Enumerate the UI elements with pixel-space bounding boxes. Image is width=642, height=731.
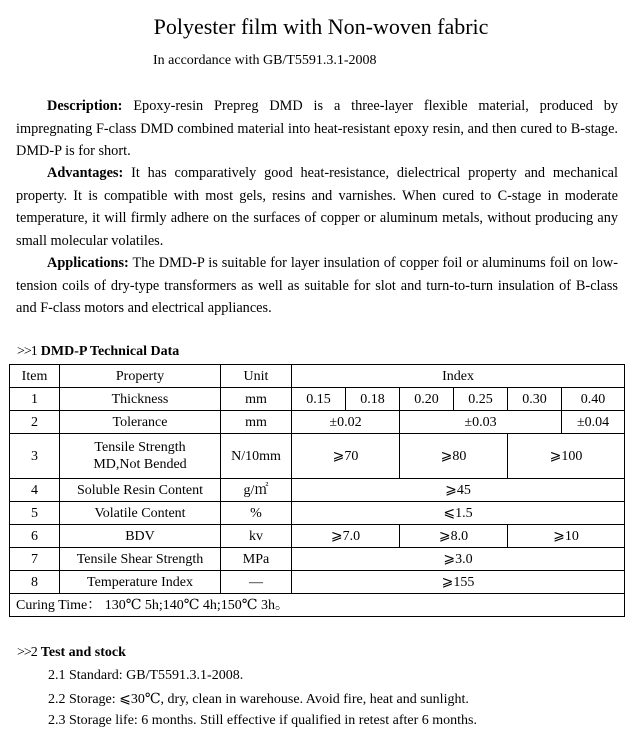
table-row (10, 525, 625, 548)
row6-value-2: ⩾8.0 (400, 525, 508, 548)
header-index: Index (292, 365, 625, 388)
curing-time-row (10, 594, 625, 617)
row1-value-5: 0.30 (508, 388, 562, 411)
row1-property: Thickness (60, 388, 221, 411)
curing-time: Curing Time： 130℃ 5h;140℃ 4h;150℃ 3h。 (10, 594, 625, 617)
applications-text: The DMD-P is suitable for layer insulation of copper foil or aluminums foil on low-tension coils of dry-type transformers as well as suitable for slot and turn-to-turn insulation of B-class and F-class motors and electrical appliances. (16, 255, 618, 316)
table-header-row (10, 365, 625, 388)
row2-value-2: ±0.03 (400, 411, 562, 434)
row3-property-line1: Tensile Strength (94, 440, 186, 455)
table-row (10, 388, 625, 411)
row5-unit: % (221, 502, 292, 525)
row2-property: Tolerance (60, 411, 221, 434)
description-label: Description: (47, 98, 123, 114)
row5-value: ⩽1.5 (292, 502, 625, 525)
section2-heading (17, 645, 126, 661)
row3-property-line2: MD,Not Bended (93, 457, 187, 472)
header-property: Property (60, 365, 221, 388)
row2-item: 2 (10, 411, 60, 434)
row8-property: Temperature Index (60, 571, 221, 594)
advantages-paragraph (16, 162, 618, 252)
row7-value: ⩾3.0 (292, 548, 625, 571)
row5-item: 5 (10, 502, 60, 525)
table-row (10, 502, 625, 525)
description-text: Epoxy-resin Prepreg DMD is a three-layer flexible material, produced by impregnating F-class DMD combined material into heat-resistant epoxy resin, and then cured to B-stage. DMD-P is for short. (16, 98, 618, 159)
row2-value-3: ±0.04 (562, 411, 625, 434)
row3-unit: N/10mm (221, 434, 292, 479)
row2-value-1: ±0.02 (292, 411, 400, 434)
row1-value-2: 0.18 (346, 388, 400, 411)
advantages-label: Advantages: (47, 165, 124, 181)
row5-property: Volatile Content (60, 502, 221, 525)
row4-item: 4 (10, 479, 60, 502)
row7-item: 7 (10, 548, 60, 571)
header-unit: Unit (221, 365, 292, 388)
table-row (10, 571, 625, 594)
row4-unit: g/㎡ (221, 479, 292, 502)
row3-property (60, 434, 221, 479)
row6-item: 6 (10, 525, 60, 548)
row3-value-1: ⩾70 (292, 434, 400, 479)
row6-value-3: ⩾10 (508, 525, 625, 548)
table-row (10, 434, 625, 479)
row1-value-6: 0.40 (562, 388, 625, 411)
standard-line: 2.1 Standard: GB/T5591.3.1-2008. (48, 668, 244, 683)
section1-title: DMD-P Technical Data (40, 344, 180, 359)
table-row (10, 411, 625, 434)
row6-unit: kv (221, 525, 292, 548)
advantages-text: It has comparatively good heat-resistance, dielectrical property and mechanical property. It is compatible with most gels, resins and varnishes. When cured to C-stage in moderate temperature, it will firmly adhere on the surfaces of copper or aluminum metals, without producing any small molecular volatiles. (16, 165, 618, 249)
section1-heading (17, 344, 179, 360)
row1-unit: mm (221, 388, 292, 411)
table-row (10, 479, 625, 502)
row1-value-1: 0.15 (292, 388, 346, 411)
row4-property: Soluble Resin Content (60, 479, 221, 502)
document-title: Polyester film with Non-woven fabric (153, 14, 489, 39)
applications-paragraph (16, 252, 618, 320)
section2-arrows: >>2 (17, 645, 37, 660)
row8-item: 8 (10, 571, 60, 594)
description-paragraph (16, 95, 618, 163)
storage-life-line: 2.3 Storage life: 6 months. Still effective if qualified in retest after 6 months. (48, 713, 477, 728)
row8-unit: — (221, 571, 292, 594)
row4-value: ⩾45 (292, 479, 625, 502)
row1-value-4: 0.25 (454, 388, 508, 411)
row6-property: BDV (60, 525, 221, 548)
row3-item: 3 (10, 434, 60, 479)
row3-value-2: ⩾80 (400, 434, 508, 479)
row7-property: Tensile Shear Strength (60, 548, 221, 571)
row1-item: 1 (10, 388, 60, 411)
header-item: Item (10, 365, 60, 388)
applications-label: Applications: (47, 255, 129, 271)
row6-value-1: ⩾7.0 (292, 525, 400, 548)
row3-value-3: ⩾100 (508, 434, 625, 479)
row7-unit: MPa (221, 548, 292, 571)
section2-title: Test and stock (40, 645, 126, 660)
standard-subtitle: In accordance with GB/T5591.3.1-2008 (153, 53, 377, 68)
row8-value: ⩾155 (292, 571, 625, 594)
storage-line: 2.2 Storage: ⩽30℃, dry, clean in warehouse. Avoid fire, heat and sunlight. (48, 692, 469, 707)
technical-data-table (9, 364, 625, 617)
section1-arrows: >>1 (17, 344, 37, 359)
row1-value-3: 0.20 (400, 388, 454, 411)
table-row (10, 548, 625, 571)
row2-unit: mm (221, 411, 292, 434)
